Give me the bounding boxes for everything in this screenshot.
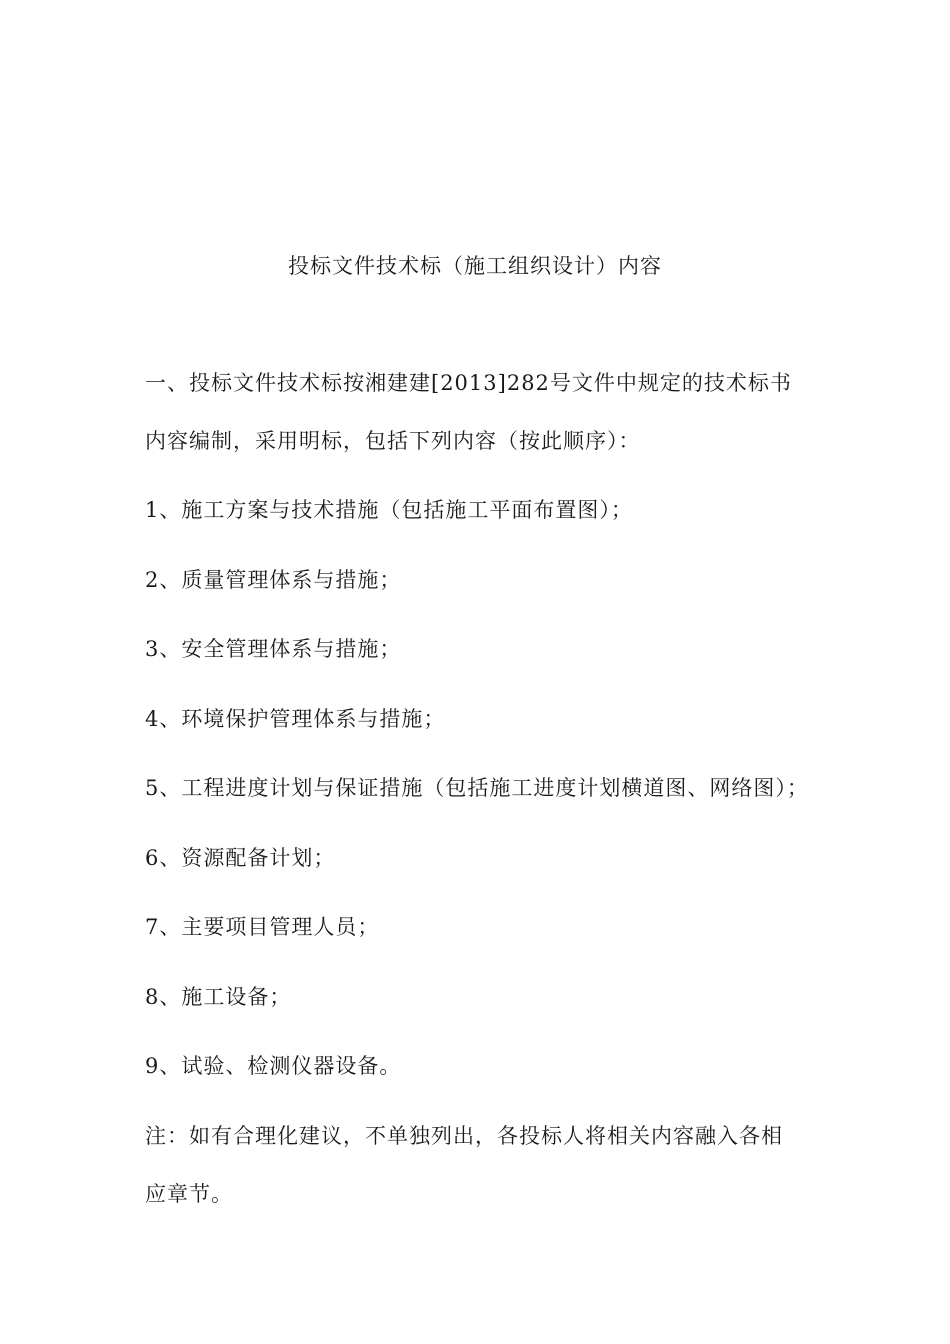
- note-line-1: 注：如有合理化建议，不单独列出，各投标人将相关内容融入各相: [145, 1124, 783, 1148]
- document-title: 投标文件技术标（施工组织设计）内容: [288, 254, 662, 278]
- list-item-4: 4、环境保护管理体系与措施；: [145, 707, 446, 731]
- intro-line-2: 内容编制，采用明标，包括下列内容（按此顺序）：: [145, 429, 641, 453]
- list-item-2: 2、质量管理体系与措施；: [145, 568, 402, 592]
- list-item-9: 9、试验、检测仪器设备。: [145, 1054, 402, 1078]
- list-item-3: 3、安全管理体系与措施；: [145, 637, 402, 661]
- list-item-6: 6、资源配备计划；: [145, 846, 336, 870]
- list-item-7: 7、主要项目管理人员；: [145, 915, 380, 939]
- list-item-5: 5、工程进度计划与保证措施（包括施工进度计划横道图、网络图）；: [145, 776, 809, 800]
- list-item-1: 1、施工方案与技术措施（包括施工平面布置图）；: [145, 498, 633, 522]
- list-item-8: 8、施工设备；: [145, 985, 292, 1009]
- intro-line-1: 一、投标文件技术标按湘建建[2013]282号文件中规定的技术标书: [145, 371, 792, 395]
- note-line-2: 应章节。: [145, 1182, 233, 1206]
